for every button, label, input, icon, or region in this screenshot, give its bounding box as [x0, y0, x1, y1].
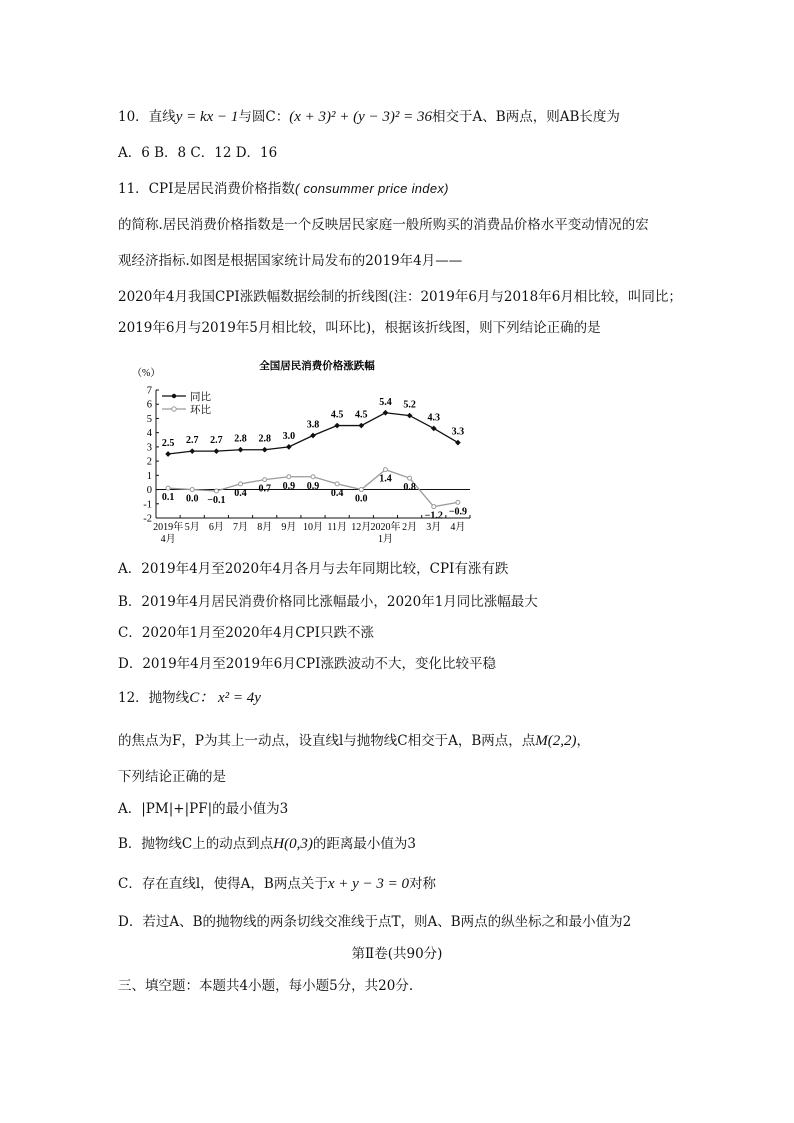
y-tick-label: 0: [146, 485, 152, 497]
q12-option-b-text-b: 的距离最小值为3: [312, 836, 416, 852]
q12-line1: [118, 688, 261, 708]
series1-point: [383, 410, 389, 416]
q12-option-b-text-a: B．抛物线C上的动点到点: [118, 836, 274, 852]
series1-point: [286, 444, 292, 450]
y-tick-label: 4: [146, 428, 152, 440]
q12-option-b: [118, 834, 416, 854]
q12-line2: [118, 731, 590, 751]
x-tick-label: 9月: [281, 522, 297, 533]
series2-data-label: 0.9: [282, 480, 296, 492]
series2-data-label: 0.9: [306, 480, 320, 492]
q11-line3: 观经济指标.如图是根据国家统计局发布的2019年4月——: [118, 253, 463, 269]
legend-marker-1: [172, 394, 176, 398]
series2-data-label: 0.8: [403, 482, 416, 494]
y-tick-label: 3: [146, 442, 152, 454]
q12-line3: 下列结论正确的是: [118, 769, 226, 785]
series2-data-label: 0.0: [185, 493, 199, 505]
q10-circle-equation: (x + 3)² + (y − 3)² = 36: [289, 109, 433, 125]
q12-option-c-text-b: 对称: [409, 876, 437, 892]
series2-point: [263, 478, 267, 482]
y-tick-label: -2: [143, 513, 152, 525]
x-tick-label-sub: 4月: [160, 534, 176, 544]
chart-title: 全国居民消费价格涨跌幅: [259, 361, 375, 372]
series1-data-label: 4.3: [427, 412, 441, 424]
q11-option-a: A．2019年4月至2020年4月各月与去年同期比较，CPI有涨有跌: [118, 561, 509, 577]
x-tick-label: 3月: [426, 522, 442, 533]
q12-line1-text: 12．抛物线: [118, 690, 190, 706]
x-tick-label: 6月: [208, 522, 224, 533]
series2-point: [287, 475, 291, 479]
x-tick-label: 7月: [233, 522, 249, 533]
x-tick-label: 2019年: [153, 522, 184, 533]
q11-line4: 2020年4月我国CPI涨跌幅数据绘制的折线图(注：2019年6月与2018年6月相比较，叫同比；: [118, 289, 682, 305]
series1-data-label: 2.7: [210, 435, 223, 447]
series1-point: [214, 448, 220, 454]
x-tick-label: 4月: [450, 522, 466, 533]
series2-data-label: −0.1: [207, 494, 226, 506]
y-tick-label: 6: [146, 399, 152, 411]
series1-point: [310, 433, 316, 439]
legend-label-1: 同比: [190, 392, 211, 403]
y-axis-unit: （%）: [132, 368, 161, 379]
series2-data-label: 0.1: [161, 492, 175, 504]
series2-data-label: 0.0: [355, 493, 368, 505]
series2-data-label: 0.4: [330, 487, 344, 499]
series1-data-label: 2.7: [185, 435, 199, 447]
q10-stem-a: 10．直线: [118, 109, 176, 125]
q10-line-equation: y = kx − 1: [175, 109, 239, 125]
x-tick-label: 5月: [184, 522, 200, 533]
q12-point-m: M(2,2): [535, 733, 577, 749]
q12-option-d: D．若过A、B的抛物线的两条切线交准线于点T，则A、B两点的纵坐标之和最小值为2: [118, 914, 632, 930]
q10-stem: [118, 107, 620, 127]
series1-data-label: 2.8: [234, 433, 247, 445]
series1-data-label: 3.3: [451, 426, 465, 438]
series1-point: [334, 423, 340, 429]
series2-point: [408, 476, 412, 480]
q12-symmetry-line: x + y − 3 = 0: [327, 876, 410, 892]
x-tick-label-sub: 1月: [377, 534, 393, 544]
q12-option-a: A．|PM|+|PF|的最小值为3: [118, 801, 289, 817]
legend-marker-2: [172, 407, 176, 411]
q12-point-h: H(0,3): [273, 836, 313, 852]
q11-english-term: ( consummer price index): [294, 181, 449, 196]
q10-stem-c: 相交于A、B两点，则AB长度为: [432, 109, 620, 125]
q12-option-c-text-a: C．存在直线l，使得A，B两点关于: [118, 876, 328, 892]
series1-point: [431, 426, 437, 432]
series2-data-label: −0.9: [448, 506, 468, 518]
section-subtitle: 三、填空题：本题共4小题，每小题5分，共20分.: [118, 978, 414, 994]
series2-point: [335, 482, 339, 486]
series1-data-label: 5.2: [403, 399, 416, 411]
series2-point: [239, 482, 243, 486]
q12-option-c: [118, 874, 436, 894]
x-tick-label: 12月: [351, 522, 372, 533]
x-tick-label: 10月: [303, 522, 323, 533]
y-tick-label: -1: [143, 499, 152, 511]
series2-data-label: 0.7: [258, 483, 271, 495]
q11-option-b: B．2019年4月居民消费价格同比涨幅最小，2020年1月同比涨幅最大: [118, 594, 538, 610]
q10-options: A．6 B．8 C．12 D．16: [118, 145, 278, 161]
series2-point: [383, 468, 387, 472]
series1-data-label: 3.8: [306, 419, 320, 431]
series1-data-label: 4.5: [330, 409, 344, 421]
series2-point: [311, 475, 315, 479]
series2-data-label: 0.4: [234, 487, 247, 499]
q11-option-c: C．2020年1月至2020年4月CPI只跌不涨: [118, 625, 374, 641]
q11-option-d: D．2019年4月至2019年6月CPI涨跌波动不大，变化比较平稳: [118, 656, 496, 672]
q11-line5: 2019年6月与2019年5月相比较，叫环比)，根据该折线图，则下列结论正确的是: [118, 320, 601, 336]
series1-point: [407, 413, 413, 419]
series2-point: [166, 486, 170, 490]
series2-point: [456, 500, 460, 504]
series2-point: [359, 488, 363, 492]
q10-stem-b: 与圆C：: [238, 109, 290, 125]
cpi-line-chart: [130, 352, 475, 544]
x-tick-label: 2020年: [370, 522, 401, 533]
series1-point: [238, 447, 244, 453]
series1-point: [455, 440, 461, 446]
q11-line1: [118, 179, 449, 199]
series2-point: [190, 488, 194, 492]
series1-point: [262, 447, 268, 453]
y-tick-label: 2: [146, 456, 152, 468]
y-tick-label: 1: [146, 470, 152, 482]
x-tick-label: 2月: [402, 522, 418, 533]
q12-parabola-equation: C： x² = 4y: [189, 690, 261, 706]
series1-data-label: 2.8: [258, 433, 271, 445]
series2-data-label: −1.2: [424, 510, 443, 522]
series1-point: [358, 423, 364, 429]
series1-point: [165, 451, 171, 457]
series2-point: [432, 505, 436, 509]
series1-data-label: 3.0: [282, 430, 296, 442]
q12-line2-text-b: ，: [576, 733, 591, 749]
section-title: 第Ⅱ卷(共90分): [351, 946, 443, 962]
series1-data-label: 4.5: [355, 409, 368, 421]
y-tick-label: 5: [146, 413, 152, 425]
y-tick-label: 7: [146, 385, 152, 397]
q11-line1-text: 11．CPI是居民消费价格指数: [118, 181, 295, 197]
series2-point: [214, 489, 218, 493]
series1-data-label: 2.5: [161, 438, 175, 449]
series1-point: [189, 448, 195, 454]
q12-line2-text-a: 的焦点为F，P为其上一动点，设直线l与抛物线C相交于A，B两点，点: [118, 733, 536, 749]
series1-data-label: 5.4: [379, 396, 392, 408]
legend-label-2: 环比: [190, 405, 211, 416]
q11-line2: 的简称.居民消费价格指数是一个反映居民家庭一般所购买的消费品价格水平变动情况的宏: [118, 217, 649, 233]
series2-data-label: 1.4: [379, 473, 392, 485]
x-tick-label: 8月: [257, 522, 273, 533]
x-tick-label: 11月: [327, 522, 347, 533]
